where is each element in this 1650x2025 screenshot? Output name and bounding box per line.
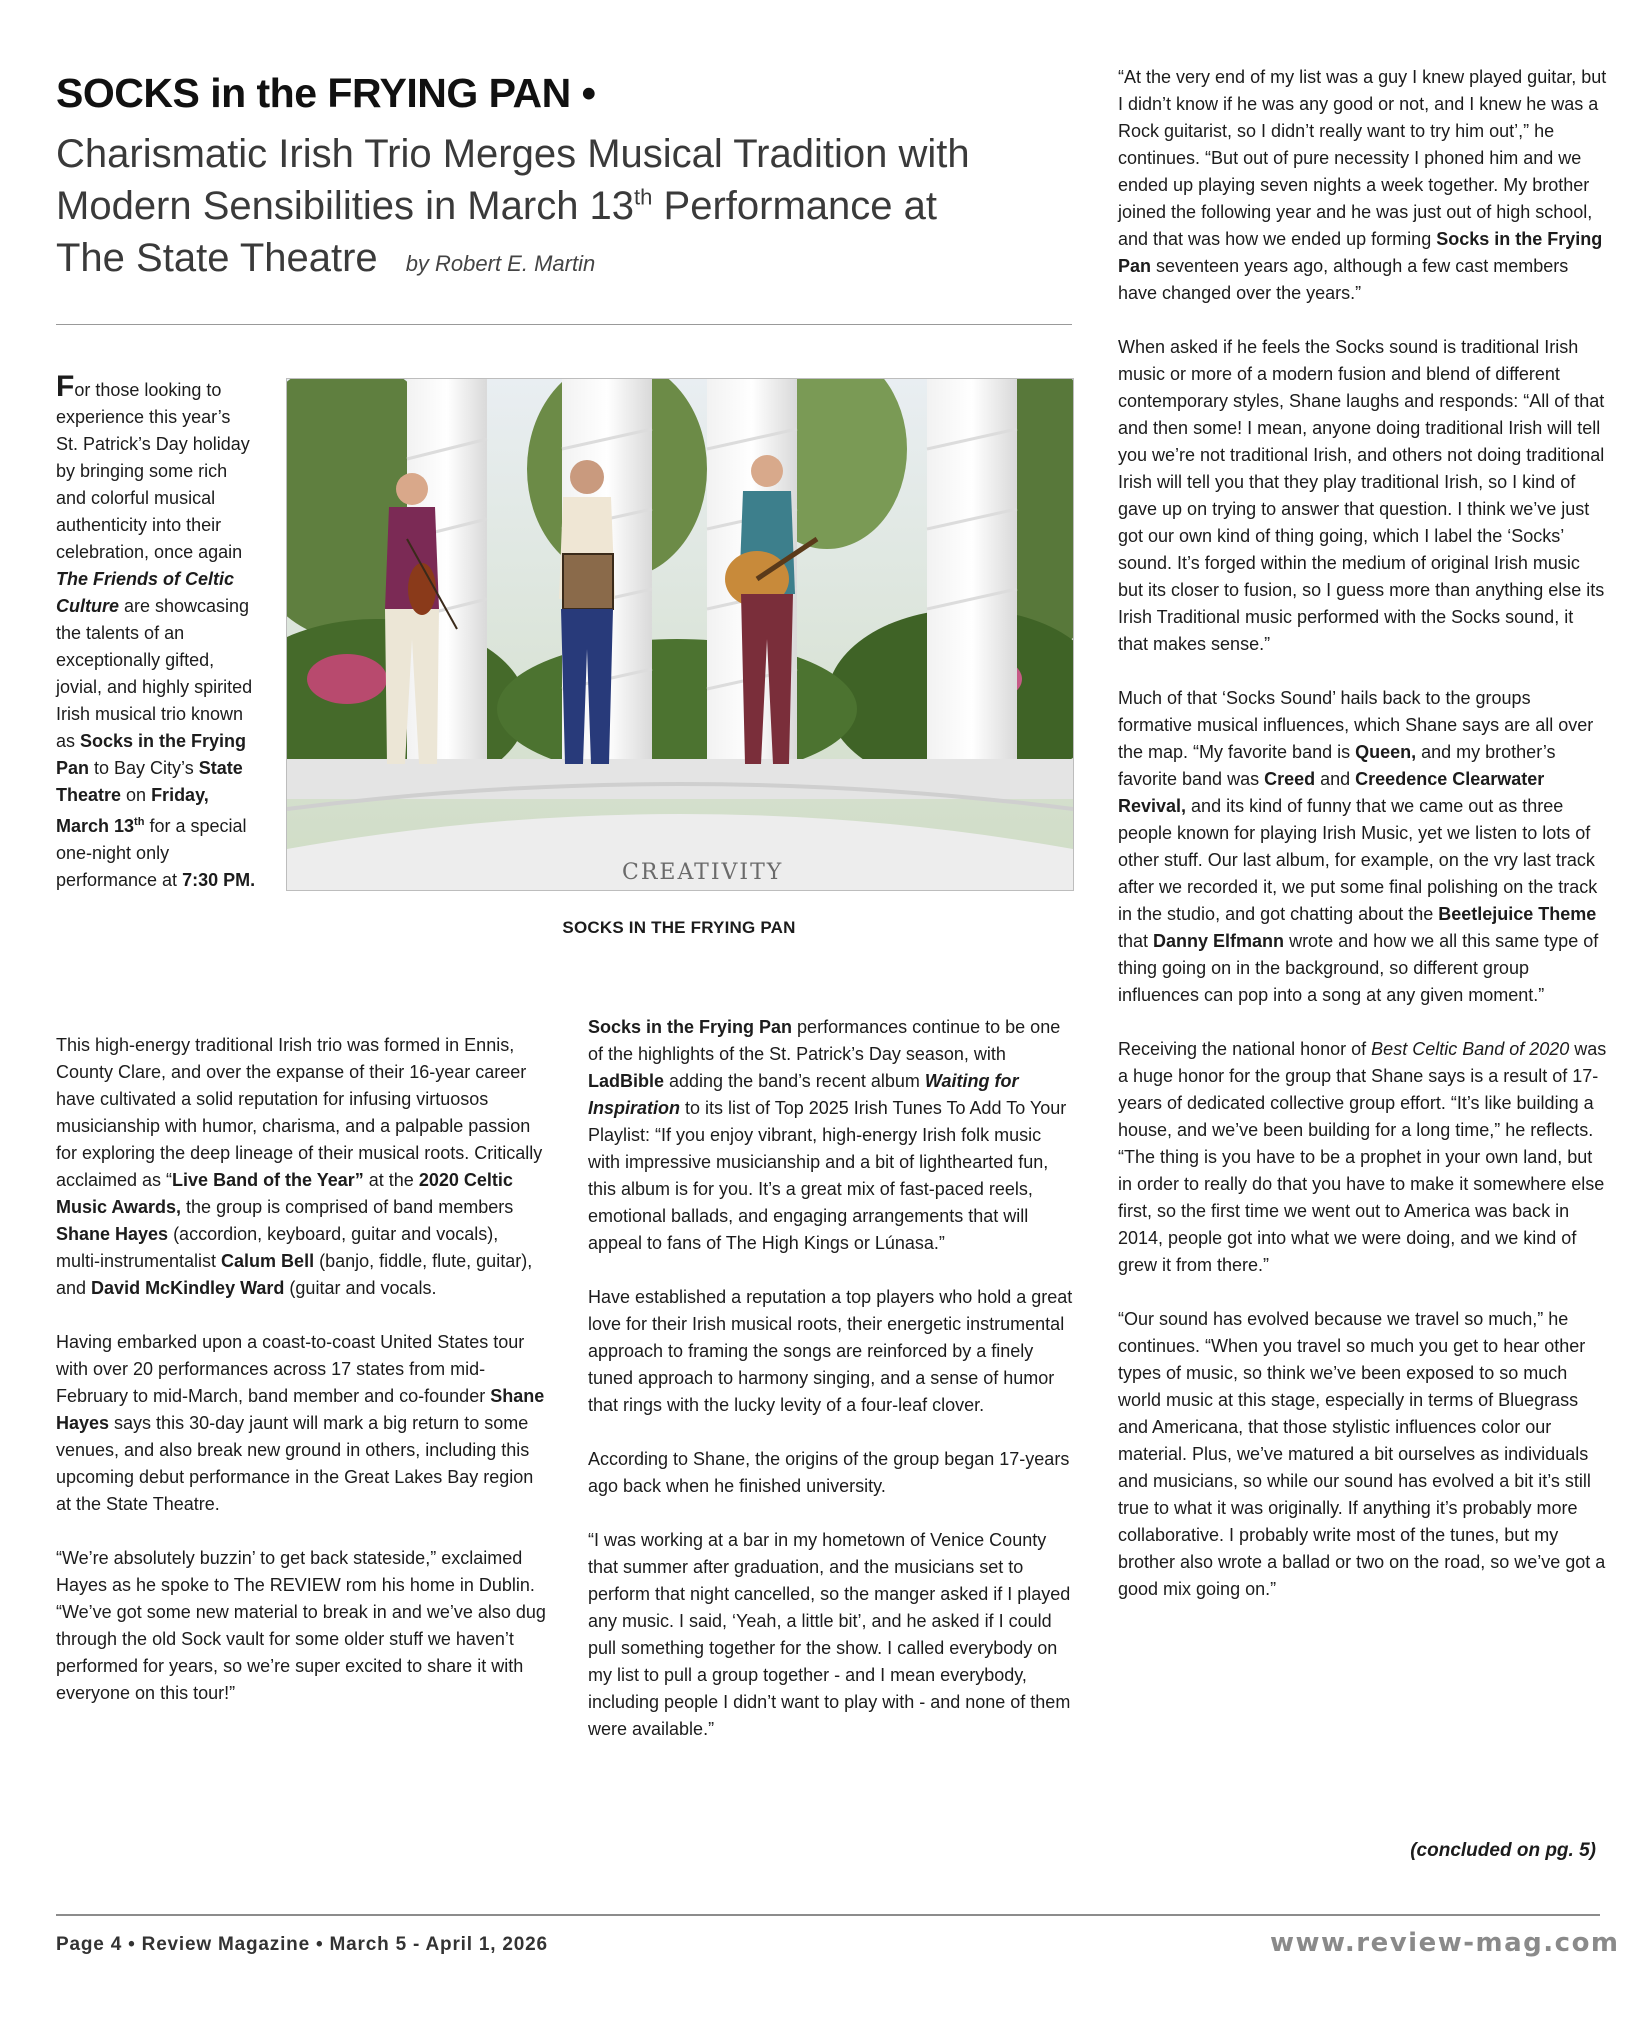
article-title: SOCKS in the FRYING PAN • (56, 70, 596, 116)
intro-date-sup: th (134, 816, 145, 828)
col2-p1-t1: performances continue to be one of the highlights of the St. Patrick’s Day season, with (588, 1017, 1061, 1064)
col3-p3-t4: and its kind of funny that we came out as three people known for playing Irish Music, yet we listen to lots of other stuff. Our last album, for example, on the vry last track after we recorded it, we put some final polishing on the track in the studio, and got chatting about the (1118, 796, 1598, 924)
col1-paragraph-1 (56, 1032, 546, 1302)
subtitle-line-2-text: Modern Sensibilities in March 13 (56, 184, 635, 228)
col3-p3-t1: Much of that ‘Socks Sound’ hails back to the groups formative musical influences, which Shane says are all over the map. “My favorite band is (1118, 688, 1594, 762)
col2-paragraph-1 (588, 1014, 1078, 1257)
col1-member-3: David McKindley Ward (91, 1278, 285, 1298)
subtitle-superscript: th (634, 184, 653, 210)
col3-p3-t2: and my brother’s favorite band was (1118, 742, 1556, 789)
column-3 (1118, 64, 1608, 1603)
col2-album-title: Waiting for Inspiration (588, 1071, 1019, 1118)
col3-p4-t1: Receiving the national honor of (1118, 1039, 1372, 1059)
col1-member-2: Calum Bell (221, 1251, 315, 1271)
col2-p1-t3: to its list of Top 2025 Irish Tunes To Add To Your Playlist: “If you enjoy vibrant, high-energy Irish folk music with impressive musicianship and a bit of lighthearted fun, this album is for you. It’s a great mix of fast-paced reels, emotional ballads, and engaging arrangements that will appeal to fans of The High Kings or Lúnasa.” (588, 1098, 1067, 1253)
col3-p1-t2: seventeen years ago, although a few cast members have changed over the years.” (1118, 256, 1569, 303)
subtitle-line-3 (56, 232, 1066, 290)
subtitle-line-2-tail: Performance at (652, 184, 937, 228)
header-divider (56, 324, 1072, 325)
col2-band-name: Socks in the Frying Pan (588, 1017, 793, 1037)
col3-p1-t1: “At the very end of my list was a guy I knew played guitar, but I didn’t know if he was any good or not, and I knew he was a Rock guitarist, so I didn’t really want to try him out’,” he continues. “But out of pure necessity I phoned him and we ended up playing seven nights a week together. My brother joined the following year and he was just out of high school, and that was how we ended up forming (1118, 67, 1607, 249)
column-2 (588, 1014, 1078, 1743)
col1-p2-t1: Having embarked upon a coast-to-coast United States tour with over 20 performances across 17 states from mid-February to mid-March, band member and co-founder (56, 1332, 525, 1406)
col2-p1-t2: adding the band’s recent album (664, 1071, 925, 1091)
intro-organizer: The Friends of Celtic Culture (56, 569, 235, 616)
col3-p3-t6: wrote and how we all this same type of thing going on in the background, so different group influences can pop into a song at any given moment.” (1118, 931, 1599, 1005)
col1-p1-t2: at the (363, 1170, 419, 1190)
col2-paragraph-4: “I was working at a bar in my hometown of Venice County that summer after graduation, and the musicians set to perform that night cancelled, so the manger asked if I played any music. I said, ‘Yeah, a little bit’, and he asked if I could pull something together for the show. I called everybody on my list to pull a group together - and I mean everybody, including people I didn’t want to play with - and none of them were available.” (588, 1530, 1071, 1739)
col3-paragraph-1 (1118, 64, 1608, 307)
intro-t3: to Bay City’s (89, 758, 199, 778)
col3-paragraph-2: When asked if he feels the Socks sound is traditional Irish music or more of a modern fusion and blend of different contemporary styles, Shane laughs and responds: “All of that and then some! I mean, anyone doing traditional Irish will tell you we’re not traditional Irish, and others not doing traditional Irish will tell you that they play traditional Irish, so I kind of gave up on trying to answer that question. I think we’ve just got our own kind of thing going, which I label the ‘Socks’ sound. It’s forged within the medium of original Irish music but its closer to fusion, so I guess more than anything else its Irish Traditional music performed with the Socks sound, it that makes sense.” (1118, 337, 1605, 654)
footer-page-info: Page 4 • Review Magazine • March 5 - April 1, 2026 (56, 1934, 548, 1955)
col3-p3-t5: that (1118, 931, 1154, 951)
col2-paragraph-2: Have established a reputation a top players who hold a great love for their Irish musical roots, their energetic instrumental approach to framing the songs are reinforced by a finely tuned approach to harmony singing, and a sense of humor that rings with the lucky levity of a four-leaf clover. (588, 1287, 1073, 1415)
col3-band-creed: Creed (1264, 769, 1316, 789)
col1-p1-t4: (accordion, keyboard, guitar and vocals), multi-instrumentalist (56, 1224, 499, 1271)
col1-p1-t3: the group is comprised of band members (181, 1197, 514, 1217)
intro-t1: or those looking to experience this year’s St. Patrick’s Day holiday by bringing some rich and colorful musical authenticity into their celebration, once again (56, 380, 250, 562)
continued-note: (concluded on pg. 5) (1410, 1840, 1596, 1861)
col1-p1-t1: This high-energy traditional Irish trio was formed in Ennis, County Clare, and over the expanse of their 16-year career have cultivated a solid reputation for infusing virtuosos musicianship with humor, charisma, and a palpable passion for exploring the deep lineage of their musical roots. Critically acclaimed as “ (56, 1035, 543, 1190)
footer-website-link[interactable]: www.review-mag.com (1270, 1928, 1620, 1958)
col3-p4-t2: was a huge honor for the group that Shane says is a result of 17-years of dedicated collective group effort. “It’s like building a house, and we’ve been building for a long time,” he reflects. “The thing is you have to be a prophet in your own land, but in order to really do that you have to make it somewhere else first, so the first time we went out to America was back in 2014, people got into what we were doing, and we kind of grew it from there.” (1118, 1039, 1607, 1275)
article-subtitle (56, 128, 1066, 290)
intro-paragraph (56, 370, 256, 894)
col3-p3-t3: and (1315, 769, 1356, 789)
col1-p1-t6: (guitar and vocals. (284, 1278, 437, 1298)
col1-paragraph-2 (56, 1329, 546, 1518)
col1-paragraph-3: “We’re absolutely buzzin’ to get back stateside,” exclaimed Hayes as he spoke to The REVIEW rom his home in Dublin. “We’ve got some new material to break in and we’ve also dug through the old Sock vault for some older stuff we haven’t performed for years, so we’re super excited to share it with everyone on this tour!” (56, 1548, 546, 1703)
intro-text (56, 370, 256, 894)
subtitle-line-1: Charismatic Irish Trio Merges Musical Tradition with (56, 132, 970, 176)
col1-member-1: Shane Hayes (56, 1224, 169, 1244)
col3-band-queen: Queen, (1355, 742, 1417, 762)
intro-time: 7:30 PM. (182, 870, 256, 890)
col1-cofounder: Shane Hayes (56, 1386, 545, 1433)
intro-t5: for a special one-night only performance at (56, 816, 247, 890)
drop-cap: F (56, 370, 75, 403)
col1-awards-name: 2020 Celtic Music Awards, (56, 1170, 513, 1217)
intro-venue: State Theatre (56, 758, 243, 805)
photo-caption: SOCKS IN THE FRYING PAN (562, 918, 796, 937)
col3-paragraph-3 (1118, 685, 1608, 1009)
intro-t4: on (121, 785, 152, 805)
col3-honor: Best Celtic Band of 2020 (1371, 1039, 1570, 1059)
col3-paragraph-4 (1118, 1036, 1608, 1279)
subtitle-line-3-text: The State Theatre (56, 236, 378, 280)
col2-publication: LadBible (588, 1071, 665, 1091)
column-1 (56, 1032, 546, 1707)
col1-award: Live Band of the Year” (172, 1170, 364, 1190)
intro-date: Friday, March 13 (56, 785, 209, 836)
footer-divider (56, 1914, 1600, 1916)
col1-p2-t2: says this 30-day jaunt will mark a big return to some venues, and also break new ground in others, including this upcoming debut performance in the Great Lakes Bay region at the State Theatre. (56, 1413, 534, 1514)
base-engraving: CREATIVITY (622, 860, 784, 885)
col1-p1-t5: (banjo, fiddle, flute, guitar), and (56, 1251, 533, 1298)
byline: by Robert E. Martin (405, 251, 596, 276)
col3-paragraph-5: “Our sound has evolved because we travel so much,” he continues. “When you travel so much you get to hear other types of music, so think we’ve been exposed to so much world music at this stage, especially in terms of Bluegrass and Americana, that those stylistic influences color our material. Plus, we’ve matured a bit ourselves as individuals and musicians, so while our sound has evolved a bit it’s still true to what it was originally. If anything it’s probably more collaborative. I probably write most of the tunes, but my brother also wrote a ballad or two on the road, so we’ve got a good mix going on.” (1118, 1309, 1606, 1599)
intro-band-name: Socks in the Frying Pan (56, 731, 247, 778)
col3-elfmann: Danny Elfmann (1153, 931, 1285, 951)
col3-band-ccr: Creedence Clearwater Revival, (1118, 769, 1545, 816)
intro-t2: are showcasing the talents of an exceptionally gifted, jovial, and highly spirited Irish musical trio known as (56, 596, 253, 751)
subtitle-line-2 (56, 180, 1066, 232)
band-photo-illustration (287, 379, 1073, 890)
col2-paragraph-3: According to Shane, the origins of the group began 17-years ago back when he finished university. (588, 1449, 1070, 1496)
col3-band-name: Socks in the Frying Pan (1118, 229, 1603, 276)
col3-beetlejuice: Beetlejuice Theme (1438, 904, 1597, 924)
band-photo (286, 378, 1074, 891)
